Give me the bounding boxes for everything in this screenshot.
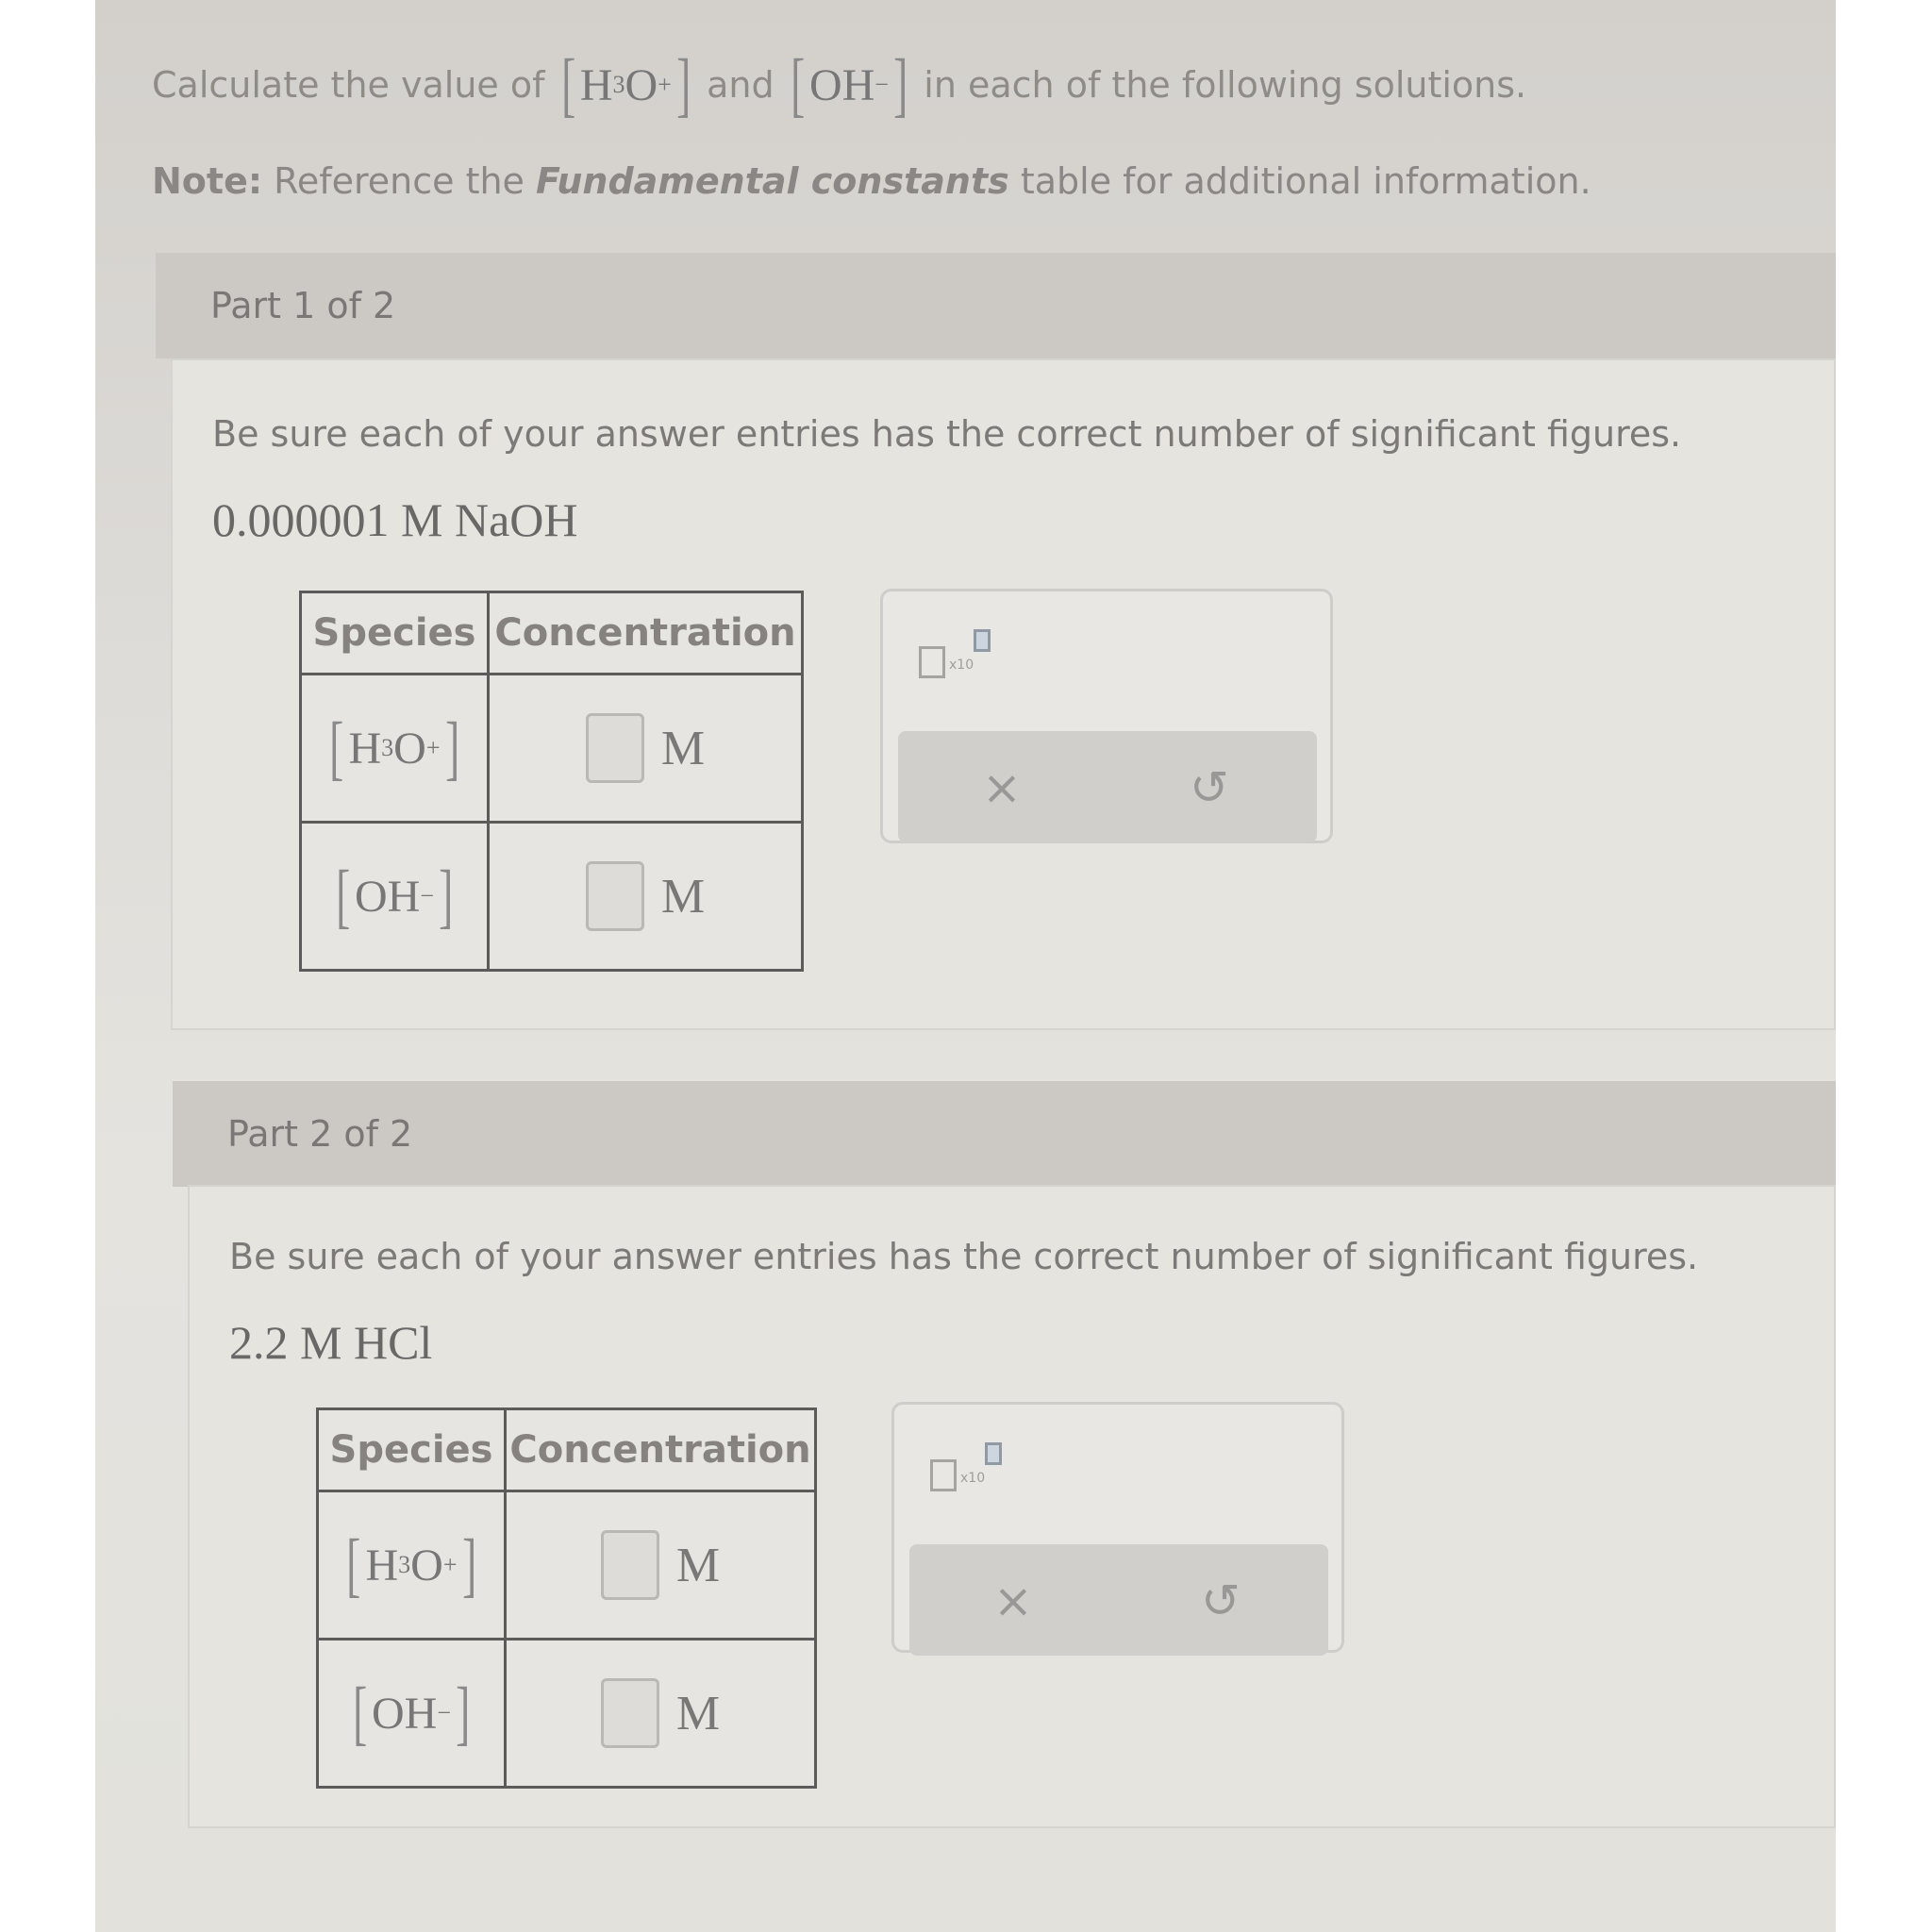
col-concentration-header: Concentration — [506, 1409, 816, 1491]
col-species-header: Species — [301, 592, 489, 675]
unit-molar: M — [675, 1538, 721, 1592]
part-1-header: Part 1 of 2 — [156, 253, 1836, 358]
part-2-body — [188, 1185, 1836, 1828]
oh-concentration-input[interactable] — [601, 1678, 659, 1748]
oh-label: [ OH − ] — [790, 45, 908, 125]
h3o-concentration-input[interactable] — [586, 713, 644, 783]
part-2-header: Part 2 of 2 — [173, 1081, 1836, 1187]
part-1-species-table — [299, 591, 804, 972]
scientific-notation-button[interactable]: x10 — [919, 629, 1004, 686]
unit-molar: M — [660, 721, 706, 775]
oh-concentration-input[interactable] — [586, 861, 644, 931]
unit-molar: M — [660, 869, 706, 924]
left-border — [0, 0, 95, 1932]
unit-molar: M — [675, 1686, 721, 1740]
part-2-tool-panel — [891, 1402, 1344, 1653]
part-2-solution: 2.2 M HCl — [229, 1316, 433, 1369]
col-species-header: Species — [318, 1409, 506, 1491]
tool-action-row — [909, 1544, 1328, 1656]
part-1-solution: 0.000001 M NaOH — [212, 493, 578, 546]
part-1-instruction: Be sure each of your answer entries has the correct number of significant figures. — [212, 413, 1682, 455]
intro-suffix: in each of the following solutions. — [924, 64, 1527, 106]
part-1-tool-panel — [880, 589, 1333, 843]
h3o-concentration-input[interactable] — [601, 1530, 659, 1600]
part-1-body — [171, 358, 1836, 1030]
right-border — [1836, 0, 1932, 1932]
fundamental-constants-link[interactable]: Fundamental constants — [536, 160, 1009, 202]
question-screen — [95, 0, 1836, 1932]
undo-icon[interactable]: ↺ — [1201, 1574, 1241, 1628]
species-oh: [ OH − ] — [318, 1640, 506, 1788]
scientific-notation-button[interactable]: x10 — [930, 1442, 1015, 1499]
question-intro — [152, 45, 1527, 125]
note-text: Note: Reference the Fundamental constants table for additional information. — [152, 160, 1591, 202]
tool-action-row — [898, 731, 1317, 842]
h3o-label: [ H 3 O + ] — [560, 45, 691, 125]
part-2-species-table — [316, 1407, 817, 1789]
species-h3o: [ H 3 O + ] — [301, 675, 489, 823]
species-oh: [ OH − ] — [301, 823, 489, 971]
intro-conj: and — [707, 64, 774, 106]
part-2-instruction: Be sure each of your answer entries has the correct number of significant figures. — [229, 1236, 1699, 1277]
species-h3o: [ H 3 O + ] — [318, 1491, 506, 1640]
clear-icon[interactable]: × — [982, 760, 1022, 815]
undo-icon[interactable]: ↺ — [1190, 760, 1229, 815]
intro-prefix: Calculate the value of — [152, 64, 545, 106]
clear-icon[interactable]: × — [993, 1574, 1033, 1628]
col-concentration-header: Concentration — [489, 592, 803, 675]
